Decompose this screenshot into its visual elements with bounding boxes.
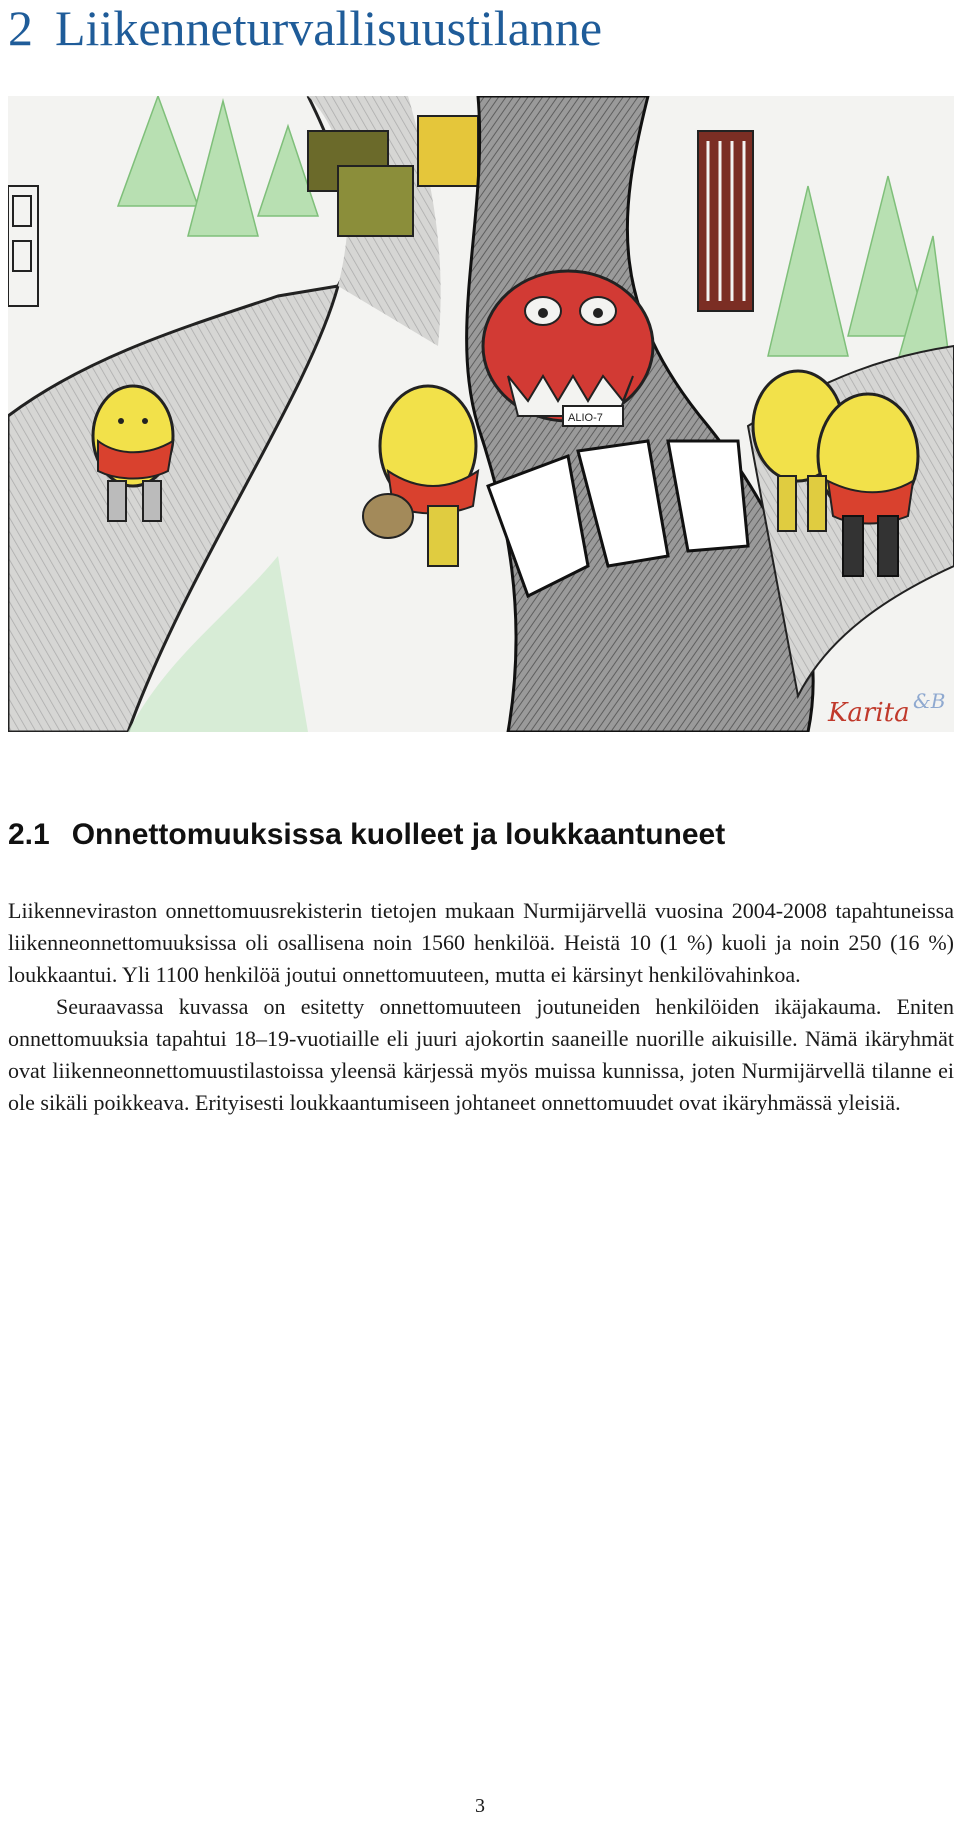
illustration-signature: Karita <box>828 698 910 728</box>
chapter-title <box>8 0 602 56</box>
chapter-number: 2 <box>8 0 33 56</box>
illustration-signature-mark: &B <box>913 689 946 713</box>
plate-text: ALIO-7 <box>568 412 603 424</box>
page-number: 3 <box>475 1795 485 1817</box>
paragraph: Liikenneviraston onnettomuusrekisterin tietojen mukaan Nurmijärvellä vuosina 2004-2008 tapahtuneissa liikenneonnettomuuksissa oli osallisena noin 1560 henkilöä. Heistä 10 (1 %) kuoli ja noin 250 (16 %) loukkaantui. Yli 1100 henkilöä joutui onnettomuuteen, mutta ei kärsinyt henkilövahinkoa. <box>8 898 954 987</box>
section-title-text: Onnettomuuksissa kuolleet ja loukkaantuneet <box>71 818 726 851</box>
child-drawing-illustration <box>8 96 954 732</box>
paragraph: Seuraavassa kuvassa on esitetty onnettomuuteen joutuneiden henkilöiden ikäjakauma. Eniten onnettomuuksia tapahtui 18–19-vuotiaille eli juuri ajokortin saaneille nuorille aikuisille. Nämä ikäryhmät ovat liikenneonnettomuustilastoissa yleensä kärjessä myös muissa kunnissa, joten Nurmijärvellä tilanne ei ole sikäli poikkeava. Erityisesti loukkaantumiseen johtaneet onnettomuudet ovat ikäryhmässä yleisiä. <box>8 994 954 1115</box>
house-olive <box>338 166 413 236</box>
section-number: 2.1 <box>8 818 50 851</box>
section-title <box>8 816 725 854</box>
chapter-title-text: Liikenneturvallisuustilanne <box>55 0 603 56</box>
house-yellow <box>418 116 478 186</box>
body-text <box>8 895 954 1119</box>
